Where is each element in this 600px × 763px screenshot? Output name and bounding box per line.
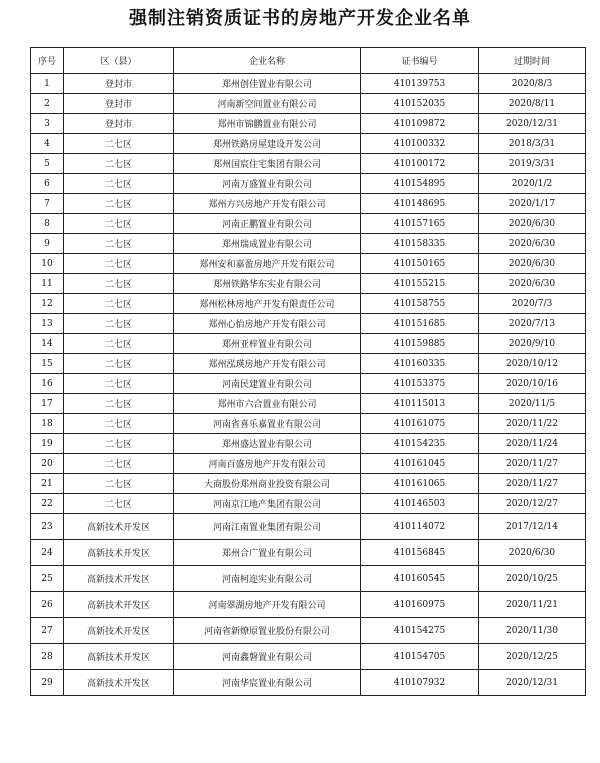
cell-cert-no: 410146503 <box>361 494 479 514</box>
cell-district: 高新技术开发区 <box>64 592 174 618</box>
cell-company: 大商股份郑州商业投资有限公司 <box>174 474 361 494</box>
cell-expiry: 2020/10/25 <box>479 566 586 592</box>
cell-expiry: 2020/11/21 <box>479 592 586 618</box>
cell-index: 2 <box>31 94 64 114</box>
cell-index: 5 <box>31 154 64 174</box>
cell-company: 河南京江地产集团有限公司 <box>174 494 361 514</box>
cell-district: 高新技术开发区 <box>64 540 174 566</box>
cell-expiry: 2020/1/2 <box>479 174 586 194</box>
cell-district: 高新技术开发区 <box>64 670 174 696</box>
column-header-cert-no: 证书编号 <box>361 48 479 74</box>
cell-district: 二七区 <box>64 134 174 154</box>
cell-expiry: 2020/10/16 <box>479 374 586 394</box>
cell-company: 郑州心怡房地产开发有限公司 <box>174 314 361 334</box>
cell-district: 二七区 <box>64 334 174 354</box>
cell-company: 河南正鹏置业有限公司 <box>174 214 361 234</box>
cell-expiry: 2020/11/22 <box>479 414 586 434</box>
company-list-table <box>30 47 586 696</box>
cell-company: 郑州盛达置业有限公司 <box>174 434 361 454</box>
table-row <box>31 254 586 274</box>
cell-index: 27 <box>31 618 64 644</box>
table-row <box>31 474 586 494</box>
cell-company: 郑州国宸住宅集团有限公司 <box>174 154 361 174</box>
cell-district: 高新技术开发区 <box>64 566 174 592</box>
cell-cert-no: 410160335 <box>361 354 479 374</box>
cell-index: 26 <box>31 592 64 618</box>
cell-district: 二七区 <box>64 274 174 294</box>
cell-index: 18 <box>31 414 64 434</box>
cell-district: 登封市 <box>64 114 174 134</box>
cell-district: 高新技术开发区 <box>64 644 174 670</box>
cell-expiry: 2020/6/30 <box>479 214 586 234</box>
cell-expiry: 2020/7/13 <box>479 314 586 334</box>
cell-cert-no: 410154895 <box>361 174 479 194</box>
cell-company: 河南柯迩实业有限公司 <box>174 566 361 592</box>
cell-cert-no: 410158335 <box>361 234 479 254</box>
cell-index: 15 <box>31 354 64 374</box>
cell-company: 河南民建置业有限公司 <box>174 374 361 394</box>
cell-district: 二七区 <box>64 234 174 254</box>
cell-cert-no: 410161045 <box>361 454 479 474</box>
cell-cert-no: 410159885 <box>361 334 479 354</box>
cell-cert-no: 410152035 <box>361 94 479 114</box>
cell-expiry: 2019/3/31 <box>479 154 586 174</box>
cell-cert-no: 410155215 <box>361 274 479 294</box>
cell-expiry: 2020/7/3 <box>479 294 586 314</box>
cell-index: 6 <box>31 174 64 194</box>
cell-company: 河南江南置业集团有限公司 <box>174 514 361 540</box>
cell-district: 二七区 <box>64 474 174 494</box>
cell-index: 29 <box>31 670 64 696</box>
table-row <box>31 394 586 414</box>
table-row <box>31 354 586 374</box>
cell-expiry: 2017/12/14 <box>479 514 586 540</box>
cell-district: 登封市 <box>64 94 174 114</box>
cell-district: 二七区 <box>64 154 174 174</box>
table-row <box>31 274 586 294</box>
cell-index: 13 <box>31 314 64 334</box>
column-header-index: 序号 <box>31 48 64 74</box>
cell-company: 郑州合广置业有限公司 <box>174 540 361 566</box>
table-row <box>31 434 586 454</box>
table-row <box>31 74 586 94</box>
table-row <box>31 294 586 314</box>
cell-cert-no: 410161075 <box>361 414 479 434</box>
cell-expiry: 2020/11/30 <box>479 618 586 644</box>
cell-company: 郑州市锦鹏置业有限公司 <box>174 114 361 134</box>
cell-company: 郑州松林房地产开发有限责任公司 <box>174 294 361 314</box>
cell-cert-no: 410160975 <box>361 592 479 618</box>
cell-index: 23 <box>31 514 64 540</box>
cell-cert-no: 410156845 <box>361 540 479 566</box>
cell-cert-no: 410154235 <box>361 434 479 454</box>
table-row <box>31 494 586 514</box>
cell-cert-no: 410100332 <box>361 134 479 154</box>
cell-cert-no: 410115013 <box>361 394 479 414</box>
cell-cert-no: 410158755 <box>361 294 479 314</box>
cell-expiry: 2020/6/30 <box>479 274 586 294</box>
cell-expiry: 2020/8/3 <box>479 74 586 94</box>
table-row <box>31 334 586 354</box>
cell-index: 1 <box>31 74 64 94</box>
cell-expiry: 2020/11/27 <box>479 474 586 494</box>
table-row <box>31 670 586 696</box>
cell-expiry: 2020/1/17 <box>479 194 586 214</box>
column-header-company: 企业名称 <box>174 48 361 74</box>
cell-expiry: 2020/12/31 <box>479 114 586 134</box>
page-title: 强制注销资质证书的房地产开发企业名单 <box>129 8 471 29</box>
cell-cert-no: 410148695 <box>361 194 479 214</box>
table-row <box>31 154 586 174</box>
cell-district: 二七区 <box>64 214 174 234</box>
cell-index: 7 <box>31 194 64 214</box>
cell-cert-no: 410139753 <box>361 74 479 94</box>
cell-cert-no: 410100172 <box>361 154 479 174</box>
cell-company: 河南新空间置业有限公司 <box>174 94 361 114</box>
cell-expiry: 2020/8/11 <box>479 94 586 114</box>
cell-company: 郑州市六合置业有限公司 <box>174 394 361 414</box>
cell-index: 19 <box>31 434 64 454</box>
cell-district: 高新技术开发区 <box>64 514 174 540</box>
cell-district: 二七区 <box>64 194 174 214</box>
table-row <box>31 194 586 214</box>
cell-index: 11 <box>31 274 64 294</box>
cell-company: 河南翠湖房地产开发有限公司 <box>174 592 361 618</box>
cell-expiry: 2018/3/31 <box>479 134 586 154</box>
cell-index: 16 <box>31 374 64 394</box>
table-row <box>31 592 586 618</box>
cell-index: 9 <box>31 234 64 254</box>
table-row <box>31 540 586 566</box>
table-row <box>31 374 586 394</box>
cell-index: 28 <box>31 644 64 670</box>
cell-district: 二七区 <box>64 354 174 374</box>
cell-company: 郑州创佳置业有限公司 <box>174 74 361 94</box>
cell-company: 河南鑫磐置业有限公司 <box>174 644 361 670</box>
cell-district: 高新技术开发区 <box>64 618 174 644</box>
cell-district: 二七区 <box>64 314 174 334</box>
column-header-district: 区（县） <box>64 48 174 74</box>
cell-district: 二七区 <box>64 374 174 394</box>
cell-expiry: 2020/6/30 <box>479 234 586 254</box>
cell-district: 二七区 <box>64 454 174 474</box>
cell-cert-no: 410157165 <box>361 214 479 234</box>
cell-cert-no: 410114072 <box>361 514 479 540</box>
table-row <box>31 174 586 194</box>
cell-cert-no: 410107932 <box>361 670 479 696</box>
table-header-row <box>31 48 586 74</box>
cell-district: 二七区 <box>64 414 174 434</box>
cell-district: 登封市 <box>64 74 174 94</box>
cell-company: 河南百盛房地产开发有限公司 <box>174 454 361 474</box>
table-row <box>31 114 586 134</box>
cell-expiry: 2020/11/27 <box>479 454 586 474</box>
cell-index: 3 <box>31 114 64 134</box>
cell-company: 郑州方兴房地产开发有限公司 <box>174 194 361 214</box>
cell-company: 河南省喜乐嘉置业有限公司 <box>174 414 361 434</box>
cell-index: 21 <box>31 474 64 494</box>
cell-expiry: 2020/12/31 <box>479 670 586 696</box>
cell-company: 郑州安和嘉盈房地产开发有限公司 <box>174 254 361 274</box>
cell-district: 二七区 <box>64 254 174 274</box>
cell-index: 20 <box>31 454 64 474</box>
table-row <box>31 234 586 254</box>
cell-index: 8 <box>31 214 64 234</box>
cell-expiry: 2020/10/12 <box>479 354 586 374</box>
cell-expiry: 2020/11/24 <box>479 434 586 454</box>
cell-cert-no: 410151685 <box>361 314 479 334</box>
column-header-expiry: 过期时间 <box>479 48 586 74</box>
table-row <box>31 414 586 434</box>
cell-index: 22 <box>31 494 64 514</box>
cell-expiry: 2020/11/5 <box>479 394 586 414</box>
cell-district: 二七区 <box>64 174 174 194</box>
table-row <box>31 314 586 334</box>
cell-district: 二七区 <box>64 494 174 514</box>
cell-index: 24 <box>31 540 64 566</box>
cell-district: 二七区 <box>64 394 174 414</box>
table-row <box>31 514 586 540</box>
cell-company: 郑州铁路华东实业有限公司 <box>174 274 361 294</box>
table-row <box>31 566 586 592</box>
cell-index: 12 <box>31 294 64 314</box>
cell-expiry: 2020/12/27 <box>479 494 586 514</box>
cell-expiry: 2020/9/10 <box>479 334 586 354</box>
cell-index: 4 <box>31 134 64 154</box>
cell-index: 17 <box>31 394 64 414</box>
table-row <box>31 644 586 670</box>
cell-expiry: 2020/6/30 <box>479 254 586 274</box>
cell-cert-no: 410109872 <box>361 114 479 134</box>
cell-company: 河南万盛置业有限公司 <box>174 174 361 194</box>
cell-district: 二七区 <box>64 294 174 314</box>
cell-index: 10 <box>31 254 64 274</box>
table-row <box>31 454 586 474</box>
table-row <box>31 94 586 114</box>
cell-cert-no: 410160545 <box>361 566 479 592</box>
cell-expiry: 2020/6/30 <box>479 540 586 566</box>
cell-company: 河南省新燎原置业股份有限公司 <box>174 618 361 644</box>
cell-company: 郑州铁路房屋建设开发公司 <box>174 134 361 154</box>
cell-cert-no: 410150165 <box>361 254 479 274</box>
cell-cert-no: 410161065 <box>361 474 479 494</box>
table-row <box>31 618 586 644</box>
cell-company: 郑州泓瑛房地产开发有限公司 <box>174 354 361 374</box>
cell-district: 二七区 <box>64 434 174 454</box>
cell-company: 郑州瑞成置业有限公司 <box>174 234 361 254</box>
table-row <box>31 214 586 234</box>
cell-index: 25 <box>31 566 64 592</box>
cell-index: 14 <box>31 334 64 354</box>
cell-cert-no: 410154275 <box>361 618 479 644</box>
table-body <box>31 74 586 696</box>
cell-cert-no: 410153375 <box>361 374 479 394</box>
cell-company: 河南华宸置业有限公司 <box>174 670 361 696</box>
cell-expiry: 2020/12/25 <box>479 644 586 670</box>
cell-cert-no: 410154705 <box>361 644 479 670</box>
cell-company: 郑州亚梓置业有限公司 <box>174 334 361 354</box>
table-row <box>31 134 586 154</box>
